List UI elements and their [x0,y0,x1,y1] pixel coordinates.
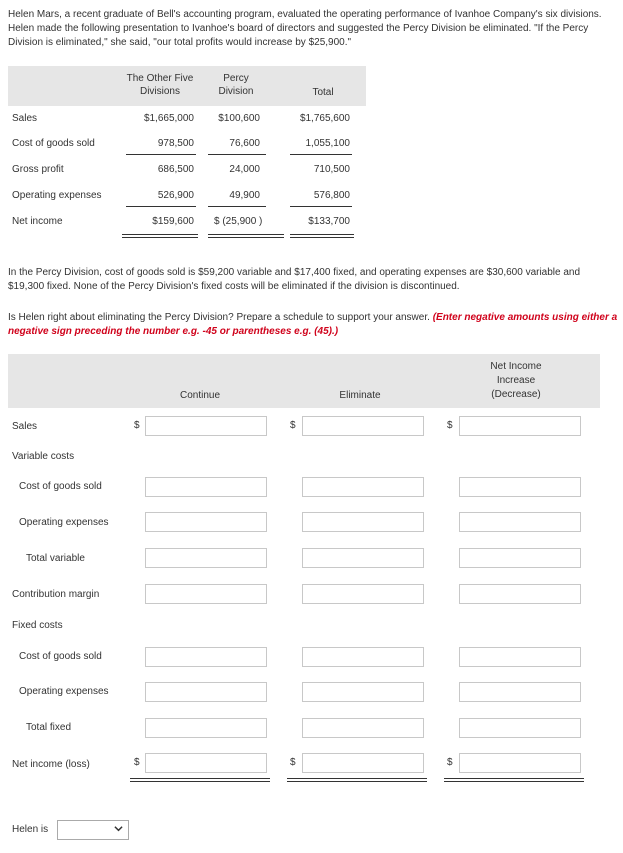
double-underline [287,778,427,782]
underline [290,154,352,155]
label-variable-costs: Variable costs [12,451,75,462]
continue-cogs-variable-input[interactable] [145,477,267,497]
cell-percy-gross-profit: 24,000 [229,164,260,175]
presentation-table [8,66,366,238]
eliminate-total-fixed-input[interactable] [302,718,424,738]
cell-total-gross-profit: 710,500 [313,164,350,175]
label-total-fixed: Total fixed [26,722,72,733]
cell-percy-opex: 49,900 [229,190,260,201]
currency-symbol: $ [447,420,453,431]
cell-percy-net-income: $ (25,900 ) [214,216,263,227]
eliminate-net-income-input[interactable] [302,753,424,773]
double-underline [290,234,354,238]
continue-cogs-fixed-input[interactable] [145,647,267,667]
eliminate-contribution-margin-input[interactable] [302,584,424,604]
currency-symbol: $ [134,757,140,768]
instruction-note: (Enter negative amounts using either a negative sign preceding the number e.g. -45 or parentheses e.g. (45).) [8,312,618,337]
row-net-income-label: Net income [12,216,63,227]
row-sales-label: Sales [12,113,38,124]
row-opex-label: Operating expenses [12,190,102,201]
cell-other-gross-profit: 686,500 [157,164,194,175]
row-gross-profit-label: Gross profit [12,164,64,175]
continue-contribution-margin-input[interactable] [145,584,267,604]
net-sales-input[interactable] [459,416,581,436]
net-total-variable-input[interactable] [459,548,581,568]
continue-opex-fixed-input[interactable] [145,682,267,702]
cell-other-sales: $1,665,000 [143,113,194,124]
cell-total-sales: $1,765,600 [299,113,350,124]
continue-total-fixed-input[interactable] [145,718,267,738]
underline [208,154,266,155]
col-eliminate: Eliminate [339,390,381,401]
col-continue: Continue [179,390,221,401]
eliminate-cogs-variable-input[interactable] [302,477,424,497]
col-net-income-change: Net Income Increase (Decrease) [490,361,542,400]
cell-other-net-income: $159,600 [152,216,194,227]
problem-intro: Helen Mars, a recent graduate of Bell's accounting program, evaluated the operating performance of Ivanhoe Company's six divisions. Helen made the following presentation to Ivanhoe's board of directors and suggested the Percy Division be eliminated. "If the Percy Division is eliminated," she said, "our total profits would increase by $25,900." [8,9,602,48]
label-fixed-costs: Fixed costs [12,620,63,631]
underline [208,206,266,207]
eliminate-total-variable-input[interactable] [302,548,424,568]
label-cogs-variable: Cost of goods sold [19,481,102,492]
col-total: Total [312,87,334,98]
double-underline [444,778,584,782]
label-net-income: Net income (loss) [12,759,90,770]
question: Is Helen right about eliminating the Percy Division? Prepare a schedule to support your answer. [8,312,430,323]
continue-sales-input[interactable] [145,416,267,436]
row-cogs-label: Cost of goods sold [12,138,95,149]
net-total-fixed-input[interactable] [459,718,581,738]
chevron-down-icon [114,824,123,836]
currency-symbol: $ [447,757,453,768]
eliminate-opex-variable-input[interactable] [302,512,424,532]
cell-total-cogs: 1,055,100 [305,138,350,149]
question-text [8,311,620,339]
net-cogs-variable-input[interactable] [459,477,581,497]
currency-symbol: $ [290,757,296,768]
label-sales: Sales [12,421,38,432]
net-contribution-margin-input[interactable] [459,584,581,604]
underline [126,154,196,155]
continue-net-income-input[interactable] [145,753,267,773]
double-underline [122,234,198,238]
helen-is-dropdown[interactable] [57,820,129,840]
cell-percy-sales: $100,600 [218,113,260,124]
cell-other-cogs: 978,500 [157,138,194,149]
label-opex-fixed: Operating expenses [19,686,109,697]
underline [290,206,352,207]
continue-opex-variable-input[interactable] [145,512,267,532]
eliminate-opex-fixed-input[interactable] [302,682,424,702]
currency-symbol: $ [290,420,296,431]
cell-total-net-income: $133,700 [308,216,350,227]
continue-total-variable-input[interactable] [145,548,267,568]
double-underline [208,234,284,238]
percy-cost-details: In the Percy Division, cost of goods sold is $59,200 variable and $17,400 fixed, and operating expenses are $30,600 variable and $19,300 fixed. None of the Percy Division's fixed costs will be eliminated if the division is discontinued. [8,267,581,292]
net-cogs-fixed-input[interactable] [459,647,581,667]
net-net-income-input[interactable] [459,753,581,773]
underline [126,206,196,207]
col-percy-division: Percy Division [218,73,254,97]
cell-other-opex: 526,900 [157,190,194,201]
cell-percy-cogs: 76,600 [229,138,260,149]
label-opex-variable: Operating expenses [19,517,109,528]
currency-symbol: $ [134,420,140,431]
net-opex-fixed-input[interactable] [459,682,581,702]
eliminate-sales-input[interactable] [302,416,424,436]
col-other-divisions: The Other Five Divisions [126,73,194,97]
double-underline [130,778,270,782]
cell-total-opex: 576,800 [313,190,350,201]
label-contribution-margin: Contribution margin [12,589,100,600]
answer-label: Helen is [12,824,49,835]
eliminate-cogs-fixed-input[interactable] [302,647,424,667]
label-cogs-fixed: Cost of goods sold [19,651,102,662]
net-opex-variable-input[interactable] [459,512,581,532]
label-total-variable: Total variable [26,553,85,564]
